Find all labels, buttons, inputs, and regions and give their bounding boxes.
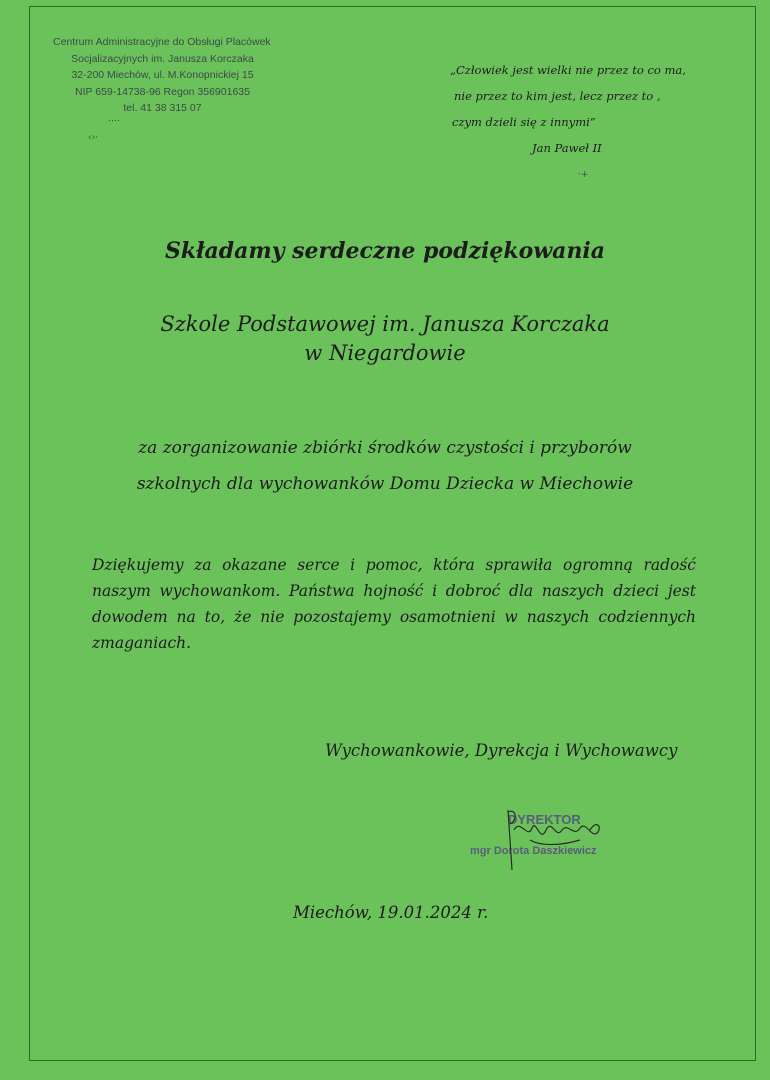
reason-line: szkolnych dla wychowanków Domu Dziecka w Miechowie [136, 474, 634, 494]
letterhead-line: 32-200 Miechów, ul. M.Konopnickiej 15 [71, 69, 254, 81]
stamp-name: mgr Dorota Daszkiewicz [470, 845, 597, 857]
letterhead [55, 34, 270, 117]
body-paragraph: Dziękujemy za okazane serce i pomoc, która sprawiła ogromną radość naszym wychowankom. Państwa hojność i dobroć dla naszych dzieci jest dowodem na to, że nie pozostajemy osamotnieni w naszych codziennych zmaganiach. [92, 556, 696, 652]
scan-mark: ·+ [578, 170, 589, 180]
recipient [0, 310, 770, 368]
page-title: Składamy serdeczne podziękowania [164, 238, 606, 264]
quote-block [440, 57, 690, 161]
quote-author: Jan Paweł II [532, 141, 602, 155]
reason-line: za zorganizowanie zbiórki środków czystości i przyborów [138, 438, 632, 458]
quote-line: nie przez to kim jest, lecz przez to , [454, 89, 661, 103]
letterhead-line: Centrum Administracyjne do Obsługi Placówek [53, 36, 271, 48]
reason [0, 430, 770, 502]
stamp-title: DYREKTOR [508, 812, 581, 827]
director-stamp [470, 800, 620, 875]
quote-line: „Człowiek jest wielki nie przez to co ma, [450, 63, 686, 77]
letterhead-line: tel. 41 38 315 07 [123, 102, 202, 114]
date: Miechów, 19.01.2024 r. [293, 903, 489, 922]
letterhead-line: Socjalizacyjnych im. Janusza Korczaka [71, 52, 254, 65]
signers: Wychowankowie, Dyrekcja i Wychowawcy [325, 741, 678, 760]
recipient-line: w Niegardowie [304, 341, 466, 365]
recipient-line: Szkole Podstawowej im. Janusza Korczaka [160, 312, 610, 336]
scan-mark: ‥‥ [108, 114, 121, 124]
letterhead-line: NIP 659-14738-96 Regon 356901635 [75, 85, 250, 98]
quote-line: czym dzieli się z innymi” [452, 115, 596, 129]
scan-mark: ‹›· [88, 133, 99, 143]
